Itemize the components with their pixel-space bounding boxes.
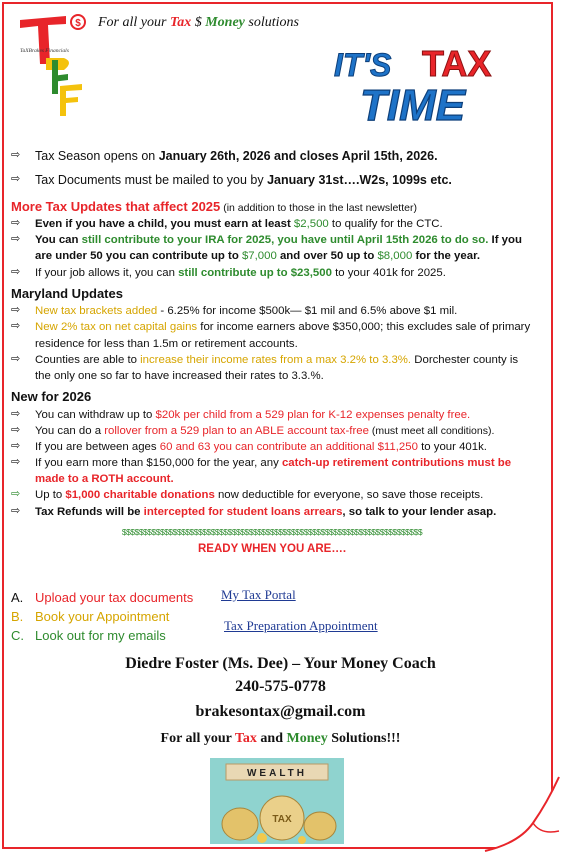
update-item: ⇨ Even if you have a child, you must earn at least $2,500 to qualify for the CTC. [11,216,443,230]
new-2026-item: ⇨ If you are between ages 60 and 63 you can contribute an additional $11,250 to your 401k. [11,439,487,453]
updates-heading: More Tax Updates that affect 2025 (in addition to those in the last newsletter) [11,198,417,214]
new-2026-item: ⇨ Up to $1,000 charitable donations now deductible for everyone, so save those receipts. [11,488,484,502]
update-item: ⇨ If your job allows it, you can still contribute up to $23,500 to your 401k for 2025. [11,265,446,279]
steps-list [11,588,193,645]
new-2026-item: ⇨ You can withdraw up to $20k per child from a 529 plan for K-12 expenses penalty free. [11,407,471,421]
step-item: C. Look out for my emails [11,628,166,643]
wealth-image [210,758,344,844]
svg-text:TAX: TAX [272,814,292,825]
dollar-divider: $$$$$$$$$$$$$$$$$$$$$$$$$$$$$$$$$$$$$$$$$$$$$$$$$$$$$$$$$$$$$$$$$$$$$$$ [121,526,423,537]
tbf-logo [16,12,98,120]
intro-item: ⇨ Tax Documents must be mailed to you by January 31st….W2s, 1099s etc. [11,172,452,187]
contact-email: brakesontax@gmail.com [195,703,366,720]
maryland-item: ⇨ New tax brackets added - 6.25% for income $500k— $1 mil and 6.5% above $1 mil. [11,304,458,318]
tagline: For all your Tax $ Money solutions [98,15,299,30]
page-curl [481,773,561,853]
svg-text:TAX: TAX [422,43,492,84]
ready-heading: READY WHEN YOU ARE…. [197,542,347,555]
contact-name: Diedre Foster (Ms. Dee) – Your Money Coach [125,655,436,672]
new-2026-item: ⇨ Tax Refunds will be intercepted for student loans arrears, so talk to your lender asap. [11,504,497,518]
tax-appointment-link[interactable]: Tax Preparation Appointment [224,618,378,633]
maryland-item: ⇨ New 2% tax on net capital gains for income earners above $350,000; this excludes sale of primary residence for less than 1.5m or retirement accounts. [11,320,531,350]
contact-phone: 240-575-0778 [235,678,326,695]
new-2026-item: ⇨ If you earn more than $150,000 for the year, any catch-up retirement contributions must be made to a ROTH account. [11,456,512,486]
newsletter-body [11,148,533,557]
svg-text:TIME: TIME [360,81,466,128]
new-2026-heading: New for 2026 [11,389,92,405]
maryland-item: ⇨ Counties are able to increase their income rates from a max 3.2% to 3.3%. Dorchester county is the only one so far to have increased their rates to 3.3.%. [11,352,519,382]
its-tax-time-banner [330,40,530,128]
tax-portal-link[interactable]: My Tax Portal [221,587,296,602]
logo-text: TaXBrakes Financials [20,48,69,54]
new-2026-item: ⇨ You can do a rollover from a 529 plan to an ABLE account tax-free (must meet all conditions). [11,423,495,437]
intro-item: ⇨ Tax Season opens on January 26th, 2026 and closes April 15th, 2026. [11,149,438,163]
maryland-heading: Maryland Updates [11,285,123,301]
step-item: B. Book your Appointment [11,609,170,624]
step-item: A. Upload your tax documents [11,590,194,605]
svg-text:$: $ [75,18,81,29]
update-item: ⇨ You can still contribute to your IRA for 2025, you have until April 15th 2026 to do so. If you are under 50 you can contribute up to $7,000 and over 50 up to $8,000 for the year. [11,233,522,263]
closing-line: For all your Tax and Money Solutions!!! [160,731,401,746]
svg-text:IT'S: IT'S [334,47,392,83]
svg-text:WEALTH: WEALTH [246,768,308,779]
